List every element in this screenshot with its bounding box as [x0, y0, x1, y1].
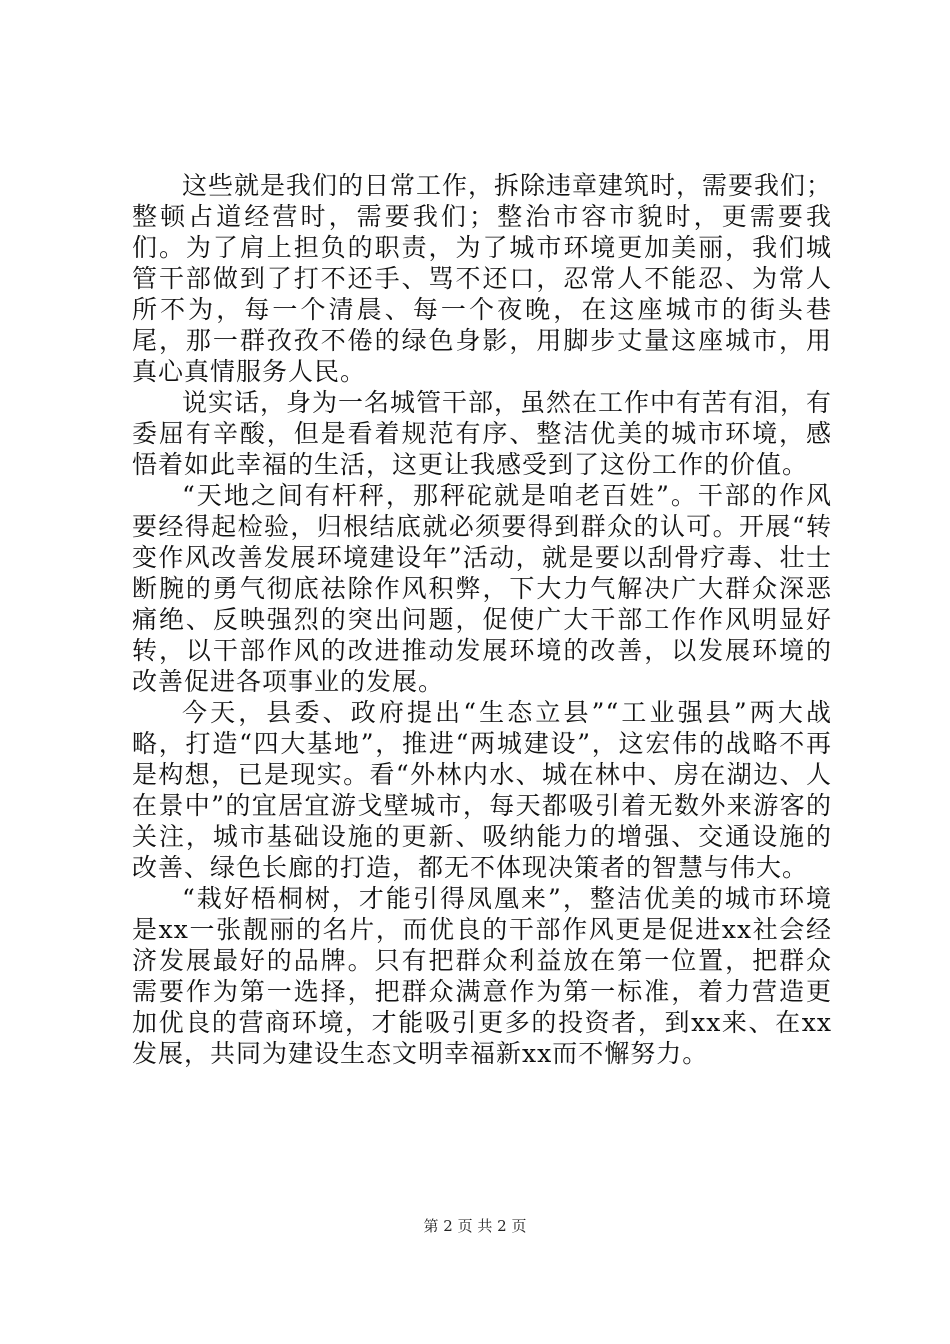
paragraph-2: 说实话，身为一名城管干部，虽然在工作中有苦有泪，有委屈有辛酸，但是看着规范有序、整洁优美的城市环境，感悟着如此幸福的生活，这更让我感受到了这份工作的价值。 — [132, 388, 833, 479]
paragraph-4: 今天，县委、政府提出“生态立县”“工业强县”两大战略，打造“四大基地”，推进“两城建设”，这宏伟的战略不再是构想，已是现实。看“外林内水、城在林中、房在湖边、人在景中”的宜居宜游戈壁城市，每天都吸引着无数外来游客的关注，城市基础设施的更新、吸纳能力的增强、交通设施的改善、绿色长廊的打造，都无不体现决策者的智慧与伟大。 — [132, 698, 832, 882]
document-body — [132, 170, 832, 1069]
page-number-footer: 第 2 页 共 2 页 — [423, 1217, 527, 1235]
paragraph-3: “天地之间有杆秤，那秤砣就是咱老百姓”。干部的作风要经得起检验，归根结底就必须要得到群众的认可。开展“转变作风改善发展环境建设年”活动，就是要以刮骨疗毒、壮士断腕的勇气彻底祛除作风积弊，下大力气解决广大群众深恶痛绝、反映强烈的突出问题，促使广大干部工作作风明显好转，以干部作风的改进推动发展环境的改善，以发展环境的改善促进各项事业的发展。 — [132, 481, 832, 696]
paragraph-5: “栽好梧桐树，才能引得凤凰来”，整洁优美的城市环境是xx一张靓丽的名片，而优良的干部作风更是促进xx社会经济发展最好的品牌。只有把群众利益放在第一位置，把群众需要作为第一选择，把群众满意作为第一标准，着力营造更加优良的营商环境，才能吸引更多的投资者，到xx来、在xx发展，共同为建设生态文明幸福新xx而不懈努力。 — [132, 884, 832, 1068]
paragraph-1: 这些就是我们的日常工作，拆除违章建筑时，需要我们；整顿占道经营时，需要我们；整治市容市貌时，更需要我们。为了肩上担负的职责，为了城市环境更加美丽，我们城管干部做到了打不还手、骂不还口，忍常人不能忍、为常人所不为，每一个清晨、每一个夜晚，在这座城市的街头巷尾，那一群孜孜不倦的绿色身影，用脚步丈量这座城市，用真心真情服务人民。 — [132, 171, 833, 386]
